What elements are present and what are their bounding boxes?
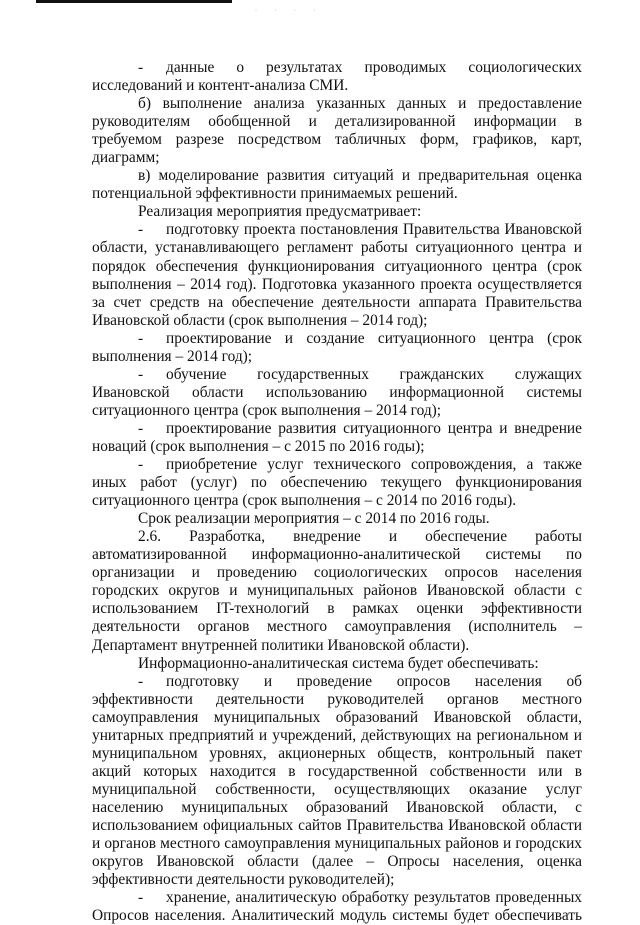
paragraph-11: 2.6. Разработка, внедрение и обеспечение работы автоматизированной информационно-аналитической системы по организации и проведению социологических опросов населения городских округов и муниципальных районов Ивановской области с использованием IT-технологий в рамках оценки эффективности деятельности органов местного самоуправления (исполнитель – Департамент внутренней политики Ивановской области). (92, 528, 582, 654)
paragraph-7 (92, 366, 582, 420)
paragraph-1 (92, 59, 582, 95)
paragraph-6 (92, 330, 582, 366)
bullet-dash: - (138, 672, 144, 690)
bullet-dash: - (138, 456, 144, 474)
document-body (92, 59, 582, 925)
paragraph-text: проектирование и создание ситуационного центра (срок выполнения – 2014 год); (92, 329, 582, 365)
bullet-dash: - (138, 59, 144, 76)
paragraph-9 (92, 456, 582, 510)
paragraph-10: Срок реализации мероприятия – с 2014 по 2016 годы. (138, 510, 490, 528)
scan-top-border (36, 0, 232, 3)
bullet-dash: - (138, 221, 144, 239)
paragraph-12: Информационно-аналитическая система будет обеспечивать: (138, 654, 539, 672)
bullet-dash: - (138, 419, 144, 437)
paragraph-13 (92, 673, 582, 890)
paragraph-2: б) выполнение анализа указанных данных и предоставление руководителям обобщенной и детализированной информации в требуемом разрезе посредством табличных форм, графиков, карт, диаграмм; (92, 95, 582, 167)
paragraph-text: приобретение услуг технического сопровождения, а также иных работ (услуг) по обеспечению текущего функционирования ситуационного центра (срок выполнения – с 2014 по 2016 годы). (92, 456, 582, 510)
bullet-dash: - (138, 329, 144, 347)
paragraph-text: проектирование развития ситуационного центра и внедрение новаций (срок выполнения – с 2015 по 2016 годы); (92, 419, 582, 455)
paragraph-4: Реализация мероприятия предусматривает: (138, 203, 422, 221)
paragraph-text: подготовку и проведение опросов населения об эффективности деятельности руководителей органов местного самоуправления муниципальных образований Ивановской области, унитарных предприятий и учреждений, действующих на региональном и муниципальном уровнях, акционерных обществ, контрольный пакет акций которых находится в государственной собственности или в муниципальной собственности, осуществляющих оказание услуг населению муниципальных образований Ивановской области, с использованием официальных сайтов Правительства Ивановской области и органов местного самоуправления муниципальных районов и городских округов Ивановской области (далее – Опросы населения, оценка эффективности деятельности руководителей); (92, 672, 582, 889)
paragraph-text: обучение государственных гражданских служащих Ивановской области использованию информационной системы ситуационного центра (срок выполнения – 2014 год); (92, 365, 582, 419)
paragraph-14 (92, 889, 582, 925)
paragraph-3: в) моделирование развития ситуаций и предварительная оценка потенциальной эффективности принимаемых решений. (92, 167, 582, 203)
paragraph-8 (92, 420, 582, 456)
bullet-dash: - (138, 365, 144, 383)
bullet-dash: - (138, 889, 144, 907)
scan-speckles: · · · · (255, 8, 324, 14)
paragraph-text: подготовку проекта постановления Правительства Ивановской области, устанавливающего регламент работы ситуационного центра и порядок обеспечения функционирования ситуационного центра (срок выполнения – 2014 год). Подготовка указанного проекта осуществляется за счет средств на обеспечение деятельности аппарата Правительства Ивановской области (срок выполнения – 2014 год); (92, 221, 582, 329)
paragraph-5 (92, 221, 582, 329)
paragraph-text: хранение, аналитическую обработку результатов проведенных Опросов населения. Аналитический модуль системы будет обеспечивать (92, 889, 582, 925)
paragraph-text: данные о результатах проводимых социологических исследований и контент-анализа СМИ. (92, 59, 582, 95)
